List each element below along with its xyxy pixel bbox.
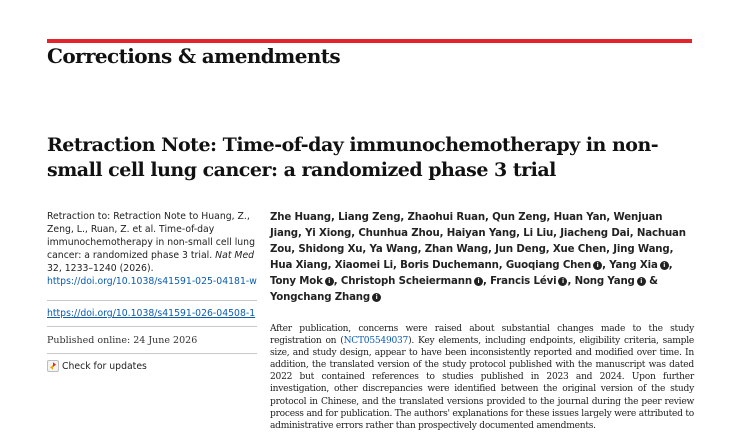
divider	[47, 300, 257, 301]
check-for-updates-icon	[47, 360, 59, 372]
body-text-part: After publication, concerns were raised about substantial changes made to the study registration on (	[270, 324, 694, 347]
author-name[interactable]: Wenjuan Jiang	[270, 212, 663, 239]
author-name[interactable]: Tony Mok	[270, 276, 323, 287]
author-name[interactable]: Yang Xia	[609, 260, 658, 271]
section-title: Corrections & amendments	[47, 44, 341, 68]
author-name[interactable]: Qun Zeng	[492, 212, 547, 223]
retraction-body-text	[270, 323, 694, 432]
divider	[47, 353, 257, 354]
author-name[interactable]: Haiyan Yang	[446, 228, 517, 239]
author-name[interactable]: Jun Deng	[495, 244, 546, 255]
citation-details: 32, 1233–1240 (2026).	[47, 263, 154, 274]
author-name[interactable]: Hua Xiang	[270, 260, 328, 271]
retraction-reference	[47, 210, 257, 275]
author-name[interactable]: Chunhua Zhou	[358, 228, 440, 239]
author-name[interactable]: Li Liu	[523, 228, 554, 239]
author-list: Zhe Huang, Liang Zeng, Zhaohui Ruan, Qun Zeng, Huan Yan, Wenjuan Jiang, Yi Xiong, Chunhua Zhou, Haiyan Yang, Li Liu, Jiacheng Dai, Nachuan Zou, Shidong Xu, Ya Wang, Zhan Wang, Jun Deng, Xue Chen, Jing Wang, Hua Xiang, Xiaomei Li, Boris Duchemann, Guoqiang Chen i , Yang Xia i , Tony Mok i , Christoph Scheiermann i , Francis Lévi i , Nong Yang i & Yongchang Zhang i	[270, 212, 686, 303]
author-name[interactable]: Zhaohui Ruan	[407, 212, 485, 223]
orcid-icon[interactable]: i	[372, 293, 381, 302]
author-name[interactable]: Boris Duchemann	[400, 260, 499, 271]
author-name[interactable]: Guoqiang Chen	[505, 260, 592, 271]
retraction-to-text: Retraction to: Retraction Note to Huang, Z., Zeng, L., Ruan, Z. et al. Time-of-day immunochemotherapy in non-small cell lung cancer: a randomized phase 3 trial.	[47, 211, 255, 261]
check-for-updates-button[interactable]	[47, 360, 147, 372]
this-article-doi-link[interactable]: https://doi.org/10.1038/s41591-026-04508-1	[47, 308, 256, 319]
article-title: Retraction Note: Time-of-day immunochemotherapy in non-small cell lung cancer: a randomized phase 3 trial	[47, 134, 659, 181]
author-joiner: &	[649, 276, 658, 287]
author-name[interactable]: Zhe Huang	[270, 212, 331, 223]
author-name[interactable]: Yongchang Zhang	[270, 292, 371, 303]
author-name[interactable]: Jing Wang	[613, 244, 670, 255]
author-name[interactable]: Xue Chen	[552, 244, 607, 255]
check-for-updates-label: Check for updates	[62, 360, 147, 372]
journal-name: Nat Med	[215, 250, 255, 261]
orcid-icon[interactable]: i	[637, 277, 646, 286]
author-name[interactable]: Nachuan Zou	[270, 228, 686, 255]
trial-registration-link[interactable]: NCT05549037	[343, 336, 409, 347]
author-name[interactable]: Yi Xiong	[305, 228, 352, 239]
sidebar-citation	[47, 210, 257, 288]
orcid-icon[interactable]: i	[474, 277, 483, 286]
author-name[interactable]: Francis Lévi	[490, 276, 557, 287]
body-text-part: ). Key elements, including endpoints, eligibility criteria, sample size, and study design, appear to have been inconsistently reported and modified over time. In addition, the translated version of the study protocol published with the manuscript was dated 2022 but contained references to studies published in 2023 and 2024. Upon further investigation, other discrepancies were identified between the original version of the study protocol in Chinese, and the translated versions provided to the journal during the peer review process and for publication. The authors' explanations for these issues largely were attributed to administrative errors rather than prospectively documented amendments.	[270, 336, 694, 431]
author-name[interactable]: Christoph Scheiermann	[340, 276, 472, 287]
divider	[47, 326, 257, 327]
author-name[interactable]: Liang Zeng	[338, 212, 401, 223]
author-name[interactable]: Jiacheng Dai	[560, 228, 630, 239]
author-name[interactable]: Ya Wang	[369, 244, 418, 255]
original-doi-link[interactable]: https://doi.org/10.1038/s41591-025-04181-w	[47, 276, 257, 287]
header-accent-rule	[47, 39, 692, 43]
orcid-icon[interactable]: i	[593, 261, 602, 270]
orcid-icon[interactable]: i	[558, 277, 567, 286]
author-name[interactable]: Zhan Wang	[424, 244, 489, 255]
author-name[interactable]: Nong Yang	[574, 276, 635, 287]
published-date: Published online: 24 June 2026	[47, 335, 198, 346]
orcid-icon[interactable]: i	[325, 277, 334, 286]
author-name[interactable]: Shidong Xu	[298, 244, 363, 255]
orcid-icon[interactable]: i	[660, 261, 669, 270]
author-name[interactable]: Huan Yan	[553, 212, 607, 223]
author-name[interactable]: Xiaomei Li	[334, 260, 394, 271]
